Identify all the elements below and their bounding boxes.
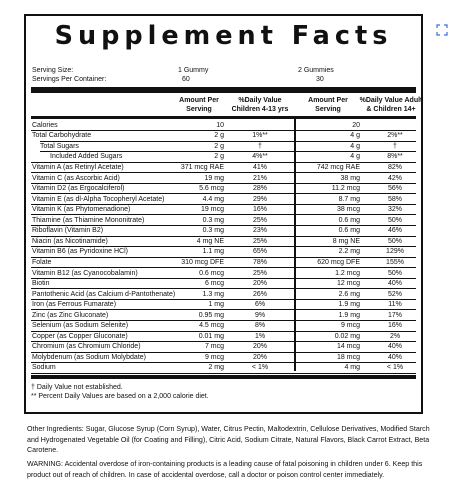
footnote-percent: ** Percent Daily Values are based on a 2,000 calorie diet. <box>31 393 209 400</box>
dv-2-cell: 50% <box>387 237 402 245</box>
dv-1-cell: 1% <box>254 332 266 340</box>
warning-text: WARNING: Accidental overdose of iron-containing products is a leading cause of fatal poisoning in children under 6. Keep this product out of reach of children. In case of accidental overdose, call a doctor or poison control center immediately. <box>27 460 423 479</box>
amount-2-cell: 1.9 mg <box>338 301 360 309</box>
dv-2-cell: 32% <box>387 206 402 214</box>
amount-1-cell: 1.1 mg <box>202 248 224 256</box>
amount-2-cell: 38 mg <box>340 174 360 182</box>
dv-1-cell: 9% <box>254 311 266 319</box>
nutrient-name: Vitamin D2 (as Ergocalciferol) <box>32 185 125 193</box>
amount-2-cell: 18 mcg <box>337 353 360 361</box>
amount-1-cell: 2 g <box>214 132 224 140</box>
amount-2-cell: 620 mcg DFE <box>317 258 360 266</box>
amount-1-cell: 19 mg <box>204 174 224 182</box>
nutrient-name: Calories <box>32 121 58 129</box>
dv-1-cell: † <box>258 142 262 150</box>
dv-1-cell: 25% <box>252 237 267 245</box>
other-ingredients-text: Other Ingredients: Sugar, Glucose Syrup (Corn Syrup), Water, Citrus Pectin, Maltodextrin, Cellulose Derivatives, Modified Starch and Hydrogenated Vegetable Oil (for Coating and Filling), Citric Acid, Sodium Citrate, Natural Flavors, Black Carrot Extract, Beta Carotene. <box>27 425 430 454</box>
dv-1-cell: 6% <box>254 301 266 309</box>
dv-2-cell: 2% <box>389 332 401 340</box>
header-divider <box>31 116 416 119</box>
nutrient-name: Folate <box>32 258 52 266</box>
amount-1-cell: 7 mcg <box>204 343 224 351</box>
dv-2-cell: 17% <box>387 311 402 319</box>
dv-2-cell: 58% <box>387 195 402 203</box>
amount-1-cell: 0.6 mcg <box>199 269 224 277</box>
amount-1-cell: 10 <box>216 121 224 129</box>
amount-1-cell: 5.6 mcg <box>199 185 224 193</box>
dv-1-cell: 26% <box>252 290 267 298</box>
amount-2-cell: 2.2 mg <box>338 248 360 256</box>
amount-2-cell: 0.02 mg <box>334 332 360 340</box>
dv-2-cell: 129% <box>386 248 404 256</box>
dv-2-cell: 8%** <box>387 153 403 161</box>
dv-1-cell: 65% <box>252 248 267 256</box>
nutrient-name: Pantothenic Acid (as Calcium d-Pantothenate) <box>32 290 176 298</box>
nutrient-name: Riboflavin (Vitamin B2) <box>32 227 104 235</box>
dv-2-cell: 50% <box>387 216 402 224</box>
amount-2-cell: 11.2 mcg <box>331 185 360 193</box>
dv-2-cell: < 1% <box>386 364 404 372</box>
nutrient-name: Chromium (as Chromium Chloride) <box>32 343 141 351</box>
dv-2-cell: 11% <box>388 301 402 309</box>
dv-1-cell: 20% <box>252 353 267 361</box>
amount-1-cell: 371 mcg RAE <box>180 164 224 171</box>
dv-1-cell: 8% <box>254 322 266 330</box>
dv-1-cell: 20% <box>252 343 267 351</box>
amount-2-cell: 1.2 mcg <box>335 269 360 277</box>
amount-2-cell: 742 mcg RAE <box>316 164 360 171</box>
amount-1-cell: 0.01 mg <box>198 332 224 340</box>
amount-2-cell: 4 g <box>350 142 360 150</box>
header-dv-2: %Daily Value Adult & Children 14+ <box>359 97 423 113</box>
amount-1-cell: 2 g <box>214 142 224 150</box>
nutrient-name: Sodium <box>32 364 56 372</box>
nutrient-name: Copper (as Copper Gluconate) <box>32 332 128 340</box>
amount-1-cell: 4.4 mg <box>202 195 224 203</box>
nutrient-name: Biotin <box>32 280 50 288</box>
amount-2-cell: 14 mcg <box>337 343 360 351</box>
servings-per-container-label: Servings Per Container: <box>32 76 107 83</box>
nutrient-name: Vitamin B6 (as Pyridoxine HCl) <box>32 248 128 256</box>
dv-1-cell: 16% <box>252 206 267 214</box>
dv-1-cell: 4%** <box>252 153 268 161</box>
dv-2-cell: 52% <box>387 290 402 298</box>
nutrient-name: Thiamine (as Thiamine Mononitrate) <box>32 216 145 224</box>
corner-bracket-icon[interactable] <box>436 24 448 36</box>
dv-1-cell: 41% <box>252 164 267 171</box>
amount-1-cell: 0.95 mg <box>198 311 224 319</box>
dv-1-cell: 78% <box>252 258 267 266</box>
nutrient-name: Molybdenum (as Sodium Molybdate) <box>32 353 146 361</box>
footnote-dagger: † Daily Value not established. <box>31 384 123 391</box>
dv-1-cell: 25% <box>252 269 267 277</box>
thick-divider-bottom <box>31 375 416 379</box>
dv-2-cell: 40% <box>387 343 402 351</box>
amount-2-cell: 9 mcg <box>340 322 360 330</box>
header-amount-1: Amount Per Serving <box>179 97 219 113</box>
servings-count-1: 60 <box>182 76 190 83</box>
thick-divider-top <box>31 87 416 93</box>
amount-1-cell: 19 mcg <box>201 206 224 214</box>
dv-2-cell: 16% <box>387 322 402 330</box>
panel-title: Supplement Facts <box>54 21 393 51</box>
dv-1-cell: 25% <box>252 216 267 224</box>
amount-1-cell: 4 mg NE <box>196 237 224 245</box>
amount-1-cell: 0.3 mg <box>202 216 224 224</box>
servings-count-2: 30 <box>316 76 324 83</box>
nutrient-name: Niacin (as Nicotinamide) <box>32 237 108 245</box>
nutrient-name: Iron (as Ferrous Fumarate) <box>32 301 117 309</box>
serving-size-label: Serving Size: <box>32 67 74 74</box>
nutrient-name: Vitamin K (as Phytomenadione) <box>32 206 131 214</box>
amount-2-cell: 1.9 mg <box>338 311 360 319</box>
amount-2-cell: 12 mcg <box>337 280 360 288</box>
amount-2-cell: 4 mg <box>344 364 360 372</box>
dv-2-cell: 40% <box>387 353 402 361</box>
header-amount-2: Amount Per Serving <box>308 97 348 113</box>
amount-1-cell: 0.3 mg <box>202 227 224 235</box>
amount-2-cell: 4 g <box>350 132 360 140</box>
amount-1-cell: 2 mg <box>208 364 224 372</box>
dv-1-cell: 1%** <box>252 132 268 140</box>
dv-1-cell: 21% <box>252 174 267 182</box>
nutrient-name: Total Carbohydrate <box>32 132 92 140</box>
dv-2-cell: 155% <box>386 258 404 266</box>
supplement-facts-panel <box>24 14 423 414</box>
amount-2-cell: 4 g <box>350 153 360 161</box>
dv-2-cell: 50% <box>387 269 402 277</box>
amount-1-cell: 2 g <box>214 153 224 161</box>
nutrient-name: Total Sugars <box>40 142 79 150</box>
amount-1-cell: 310 mcg DFE <box>181 258 224 266</box>
dv-2-cell: † <box>393 142 397 150</box>
nutrient-name: Vitamin E (as dl-Alpha Tocopheryl Acetate) <box>32 195 165 203</box>
serving-size-1: 1 Gummy <box>178 67 209 74</box>
serving-size-2: 2 Gummies <box>298 67 334 74</box>
amount-2-cell: 0.6 mg <box>338 216 360 224</box>
header-dv-1: %Daily Value Children 4-13 yrs <box>231 97 289 113</box>
dv-1-cell: < 1% <box>251 364 269 372</box>
amount-2-cell: 38 mcg <box>337 206 360 214</box>
amount-1-cell: 4.5 mcg <box>199 322 224 330</box>
nutrient-name: Zinc (as Zinc Gluconate) <box>32 311 109 319</box>
nutrient-name: Vitamin B12 (as Cyanocobalamin) <box>32 269 138 277</box>
amount-2-cell: 8 mg NE <box>332 237 360 245</box>
nutrient-name: Selenium (as Sodium Selenite) <box>32 322 129 330</box>
dv-2-cell: 42% <box>387 174 402 182</box>
amount-1-cell: 6 mcg <box>204 280 224 288</box>
nutrient-name: Vitamin C (as Ascorbic Acid) <box>32 174 120 182</box>
amount-2-cell: 0.6 mg <box>338 227 360 235</box>
dv-1-cell: 29% <box>252 195 267 203</box>
dv-2-cell: 40% <box>387 280 402 288</box>
nutrient-name: Vitamin A (as Retinyl Acetate) <box>32 164 124 171</box>
dv-2-cell: 56% <box>387 185 402 193</box>
dv-2-cell: 46% <box>387 227 402 235</box>
dv-2-cell: 82% <box>387 164 402 171</box>
dv-1-cell: 23% <box>252 227 267 235</box>
amount-1-cell: 1 mg <box>208 301 224 309</box>
dv-1-cell: 28% <box>252 185 267 193</box>
amount-1-cell: 1.3 mg <box>202 290 224 298</box>
dv-2-cell: 2%** <box>387 132 403 140</box>
amount-2-cell: 20 <box>352 121 360 129</box>
row-divider <box>31 373 416 374</box>
nutrient-name: Included Added Sugars <box>50 153 123 161</box>
dv-1-cell: 20% <box>252 280 267 288</box>
amount-1-cell: 9 mcg <box>204 353 224 361</box>
amount-2-cell: 8.7 mg <box>338 195 360 203</box>
amount-2-cell: 2.6 mg <box>338 290 360 298</box>
